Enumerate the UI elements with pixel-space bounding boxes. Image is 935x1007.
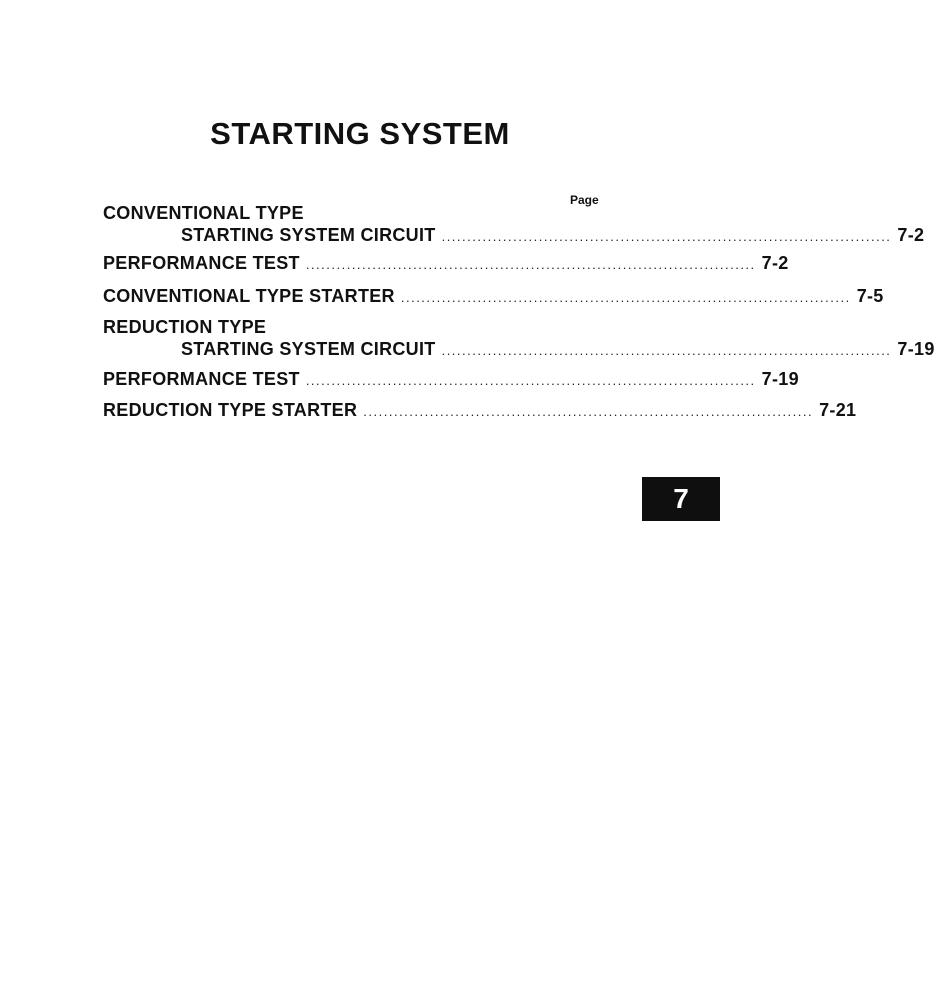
- toc-entry[interactable]: [103, 316, 935, 362]
- toc-entry[interactable]: [103, 202, 925, 248]
- leader-dots: ........................................................................................: [441, 229, 892, 244]
- page-column-label: Page: [570, 193, 599, 207]
- toc-entry[interactable]: [103, 399, 857, 423]
- leader-dots: ........................................................................................: [305, 373, 756, 388]
- toc-entry-heading: REDUCTION TYPE: [103, 317, 267, 337]
- toc-entry-page: 7-5: [856, 286, 884, 306]
- toc-entry-page: 7-19: [761, 369, 799, 389]
- toc-entry-heading: CONVENTIONAL TYPE: [103, 203, 304, 223]
- leader-dots: ........................................................................................: [363, 404, 814, 419]
- toc-entry[interactable]: [103, 252, 789, 276]
- toc-entry-label: REDUCTION TYPE STARTER: [103, 400, 358, 420]
- toc-entry-label: STARTING SYSTEM CIRCUIT: [181, 225, 436, 245]
- toc-entry[interactable]: [103, 285, 884, 309]
- leader-dots: ........................................................................................: [305, 257, 756, 272]
- toc-entry-label: CONVENTIONAL TYPE STARTER: [103, 286, 395, 306]
- toc-entry[interactable]: [103, 368, 799, 392]
- section-tab: 7: [642, 477, 720, 521]
- toc-entry-label: PERFORMANCE TEST: [103, 369, 300, 389]
- toc-entry-page: 7-19: [897, 339, 935, 359]
- leader-dots: ........................................................................................: [400, 290, 851, 305]
- page-title: STARTING SYSTEM: [210, 116, 510, 151]
- leader-dots: ........................................................................................: [441, 343, 892, 358]
- toc-entry-page: 7-2: [761, 253, 789, 273]
- toc-entry-page: 7-21: [819, 400, 857, 420]
- toc-entry-page: 7-2: [897, 225, 925, 245]
- toc-entry-label: PERFORMANCE TEST: [103, 253, 300, 273]
- toc-entry-label: STARTING SYSTEM CIRCUIT: [181, 339, 436, 359]
